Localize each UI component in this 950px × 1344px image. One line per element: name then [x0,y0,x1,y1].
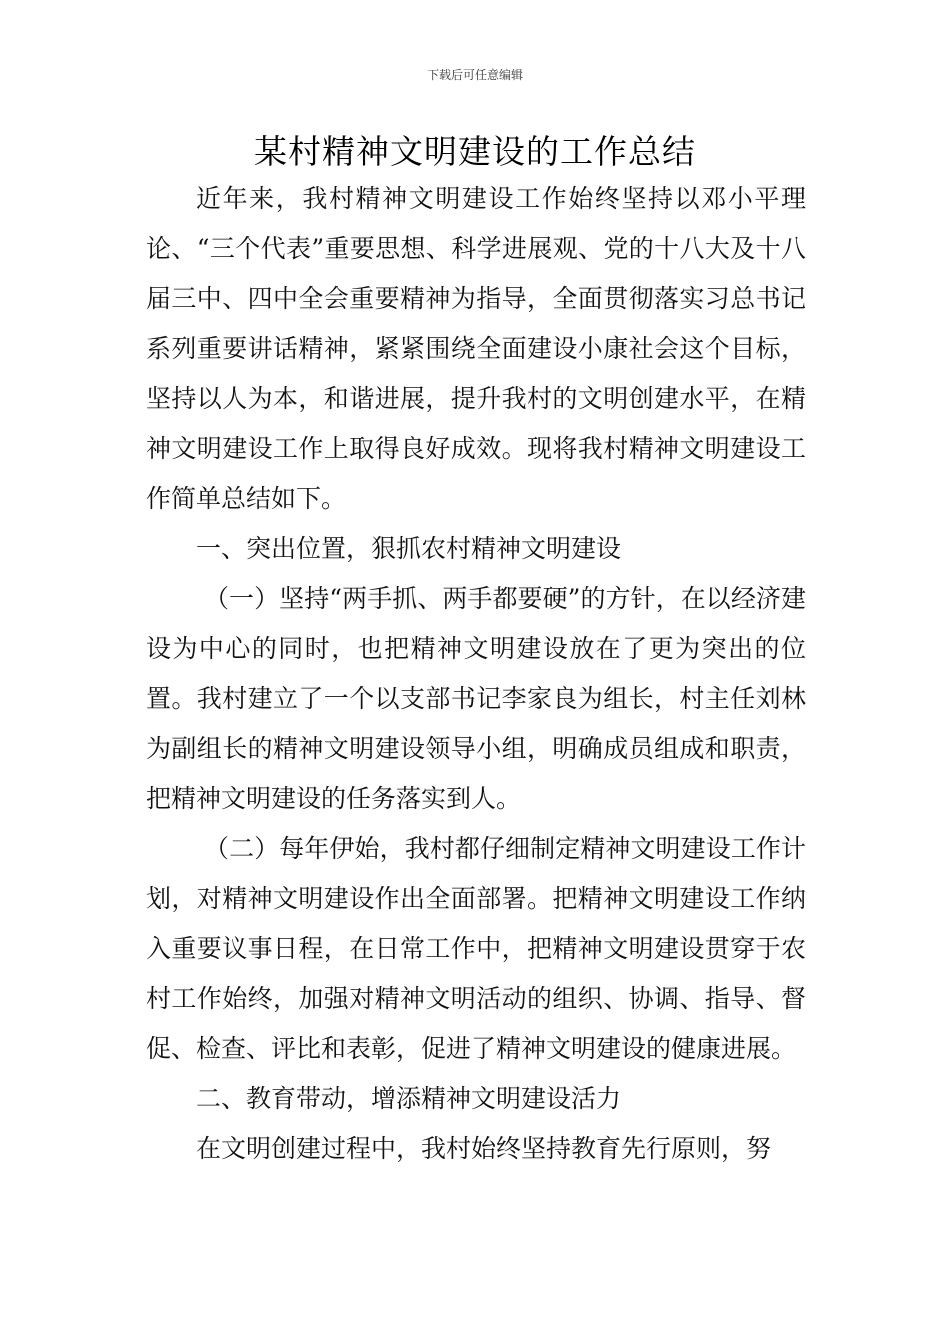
document-title: 某村精神文明建设的工作总结 [254,132,696,171]
document-body [146,174,806,1174]
section-heading-1: 一、突出位置，狠抓农村精神文明建设 [196,534,622,563]
paragraph-1-2: （二）每年伊始，我村都仔细制定精神文明建设工作计划，对精神文明建设作出全面部署。把精神文明建设工作纳入重要议事日程，在日常工作中，把精神文明建设贯穿于农村工作始终，加强对精神文明活动的组织、协调、指导、督促、检查、评比和表彰，促进了精神文明建设的健康进展。 [146,834,806,1063]
page-header-note: 下载后可任意编辑 [426,68,523,82]
paragraph-2-start: 在文明创建过程中，我村始终坚持教育先行原则，努 [196,1134,772,1163]
paragraph-intro: 近年来，我村精神文明建设工作始终坚持以邓小平理论、“三个代表”重要思想、科学进展观、党的十八大及十八届三中、四中全会重要精神为指导，全面贯彻落实习总书记系列重要讲话精神，紧紧围绕全面建设小康社会这个目标，坚持以人为本，和谐进展，提升我村的文明创建水平，在精神文明建设工作上取得良好成效。现将我村精神文明建设工作简单总结如下。 [146,184,806,513]
paragraph-1-1: （一）坚持“两手抓、两手都要硬”的方针，在以经济建设为中心的同时，也把精神文明建设放在了更为突出的位置。我村建立了一个以支部书记李家良为组长，村主任刘林为副组长的精神文明建设领导小组，明确成员组成和职责，把精神文明建设的任务落实到人。 [146,584,806,813]
section-heading-2: 二、教育带动，增添精神文明建设活力 [196,1084,622,1113]
